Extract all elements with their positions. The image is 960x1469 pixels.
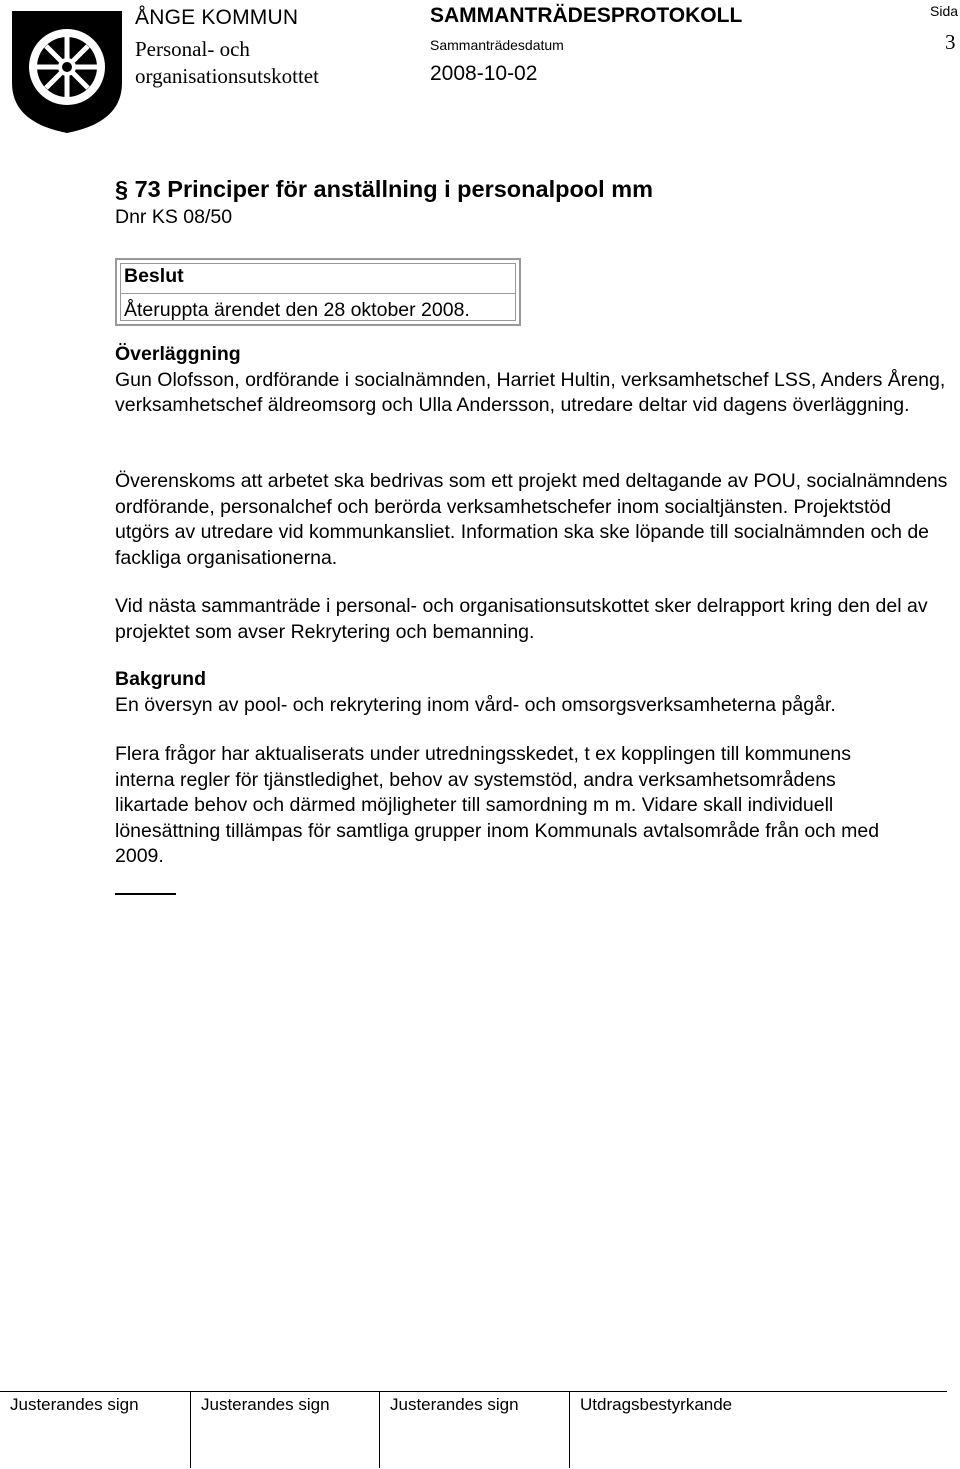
page-number: 3 xyxy=(945,30,956,54)
decision-title: Beslut xyxy=(124,265,184,287)
decision-box xyxy=(115,258,521,326)
meeting-date: 2008-10-02 xyxy=(430,62,538,85)
case-heading: § 73 Principer för anställning i personalpool mm xyxy=(115,176,654,202)
signature-footer xyxy=(0,1391,947,1468)
page-label: Sida xyxy=(930,3,959,19)
background-section xyxy=(115,667,955,718)
wheel-coat-of-arms-icon xyxy=(8,5,126,135)
next-meeting-section xyxy=(115,594,950,645)
committee-name-line1: Personal- och xyxy=(135,37,250,61)
case-reference-number: Dnr KS 08/50 xyxy=(115,206,233,228)
background-paragraph: En översyn av pool- och rekrytering inom vård- och omsorgsverksamheterna pågår. xyxy=(115,693,836,716)
municipality-name: ÅNGE KOMMUN xyxy=(135,6,299,29)
deliberation-paragraph: Gun Olofsson, ordförande i socialnämnden, Harriet Hultin, verksamhetschef LSS, Anders Åreng, verksamhetschef äldreomsorg och Ulla Andersson, utredare deltar vid dagens överläggning. xyxy=(115,368,946,416)
document-type: SAMMANTRÄDESPROTOKOLL xyxy=(430,4,743,27)
background-paragraph: Flera frågor har aktualiserats under utredningsskedet, t ex kopplingen till kommunens interna regler för tjänstledighet, behov av systemstöd, andra verksamhetsområdens likartade behov och därmed möjligheter till samordning m m. Vidare skall individuell lönesättning tillämpas för samtliga grupper inom Kommunals avtalsområde från och med 2009. xyxy=(115,743,880,867)
footer-cell-adjuster-sign-1: Justerandes sign xyxy=(10,1395,139,1414)
decision-text: Återuppta ärendet den 28 oktober 2008. xyxy=(124,299,470,321)
deliberation-paragraph: Vid nästa sammanträde i personal- och organisationsutskottet sker delrapport kring den del av projektet som avser Rekrytering och bemanning. xyxy=(115,595,928,643)
end-marker-line xyxy=(115,893,176,895)
committee-name-line2: organisationsutskottet xyxy=(135,64,319,88)
footer-cell-adjuster-sign-3: Justerandes sign xyxy=(379,1392,569,1468)
footer-cell-extract-certification: Utdragsbestyrkande xyxy=(569,1392,947,1468)
agreement-section xyxy=(115,469,950,571)
deliberation-section xyxy=(115,342,950,419)
footer-cell-adjuster-sign-2: Justerandes sign xyxy=(190,1392,379,1468)
background-details xyxy=(115,742,905,870)
deliberation-paragraph: Överenskoms att arbetet ska bedrivas som ett projekt med deltagande av POU, socialnämndens ordförande, personalchef och berörda verksamhetschefer inom socialtjänsten. Projektstöd utgörs av utredare vid kommunkansliet. Information ska ske löpande till socialnämnden och de fackliga organisationerna. xyxy=(115,470,948,569)
background-title: Bakgrund xyxy=(115,668,207,690)
deliberation-title: Överläggning xyxy=(115,343,241,365)
meeting-date-label: Sammanträdesdatum xyxy=(430,37,564,53)
